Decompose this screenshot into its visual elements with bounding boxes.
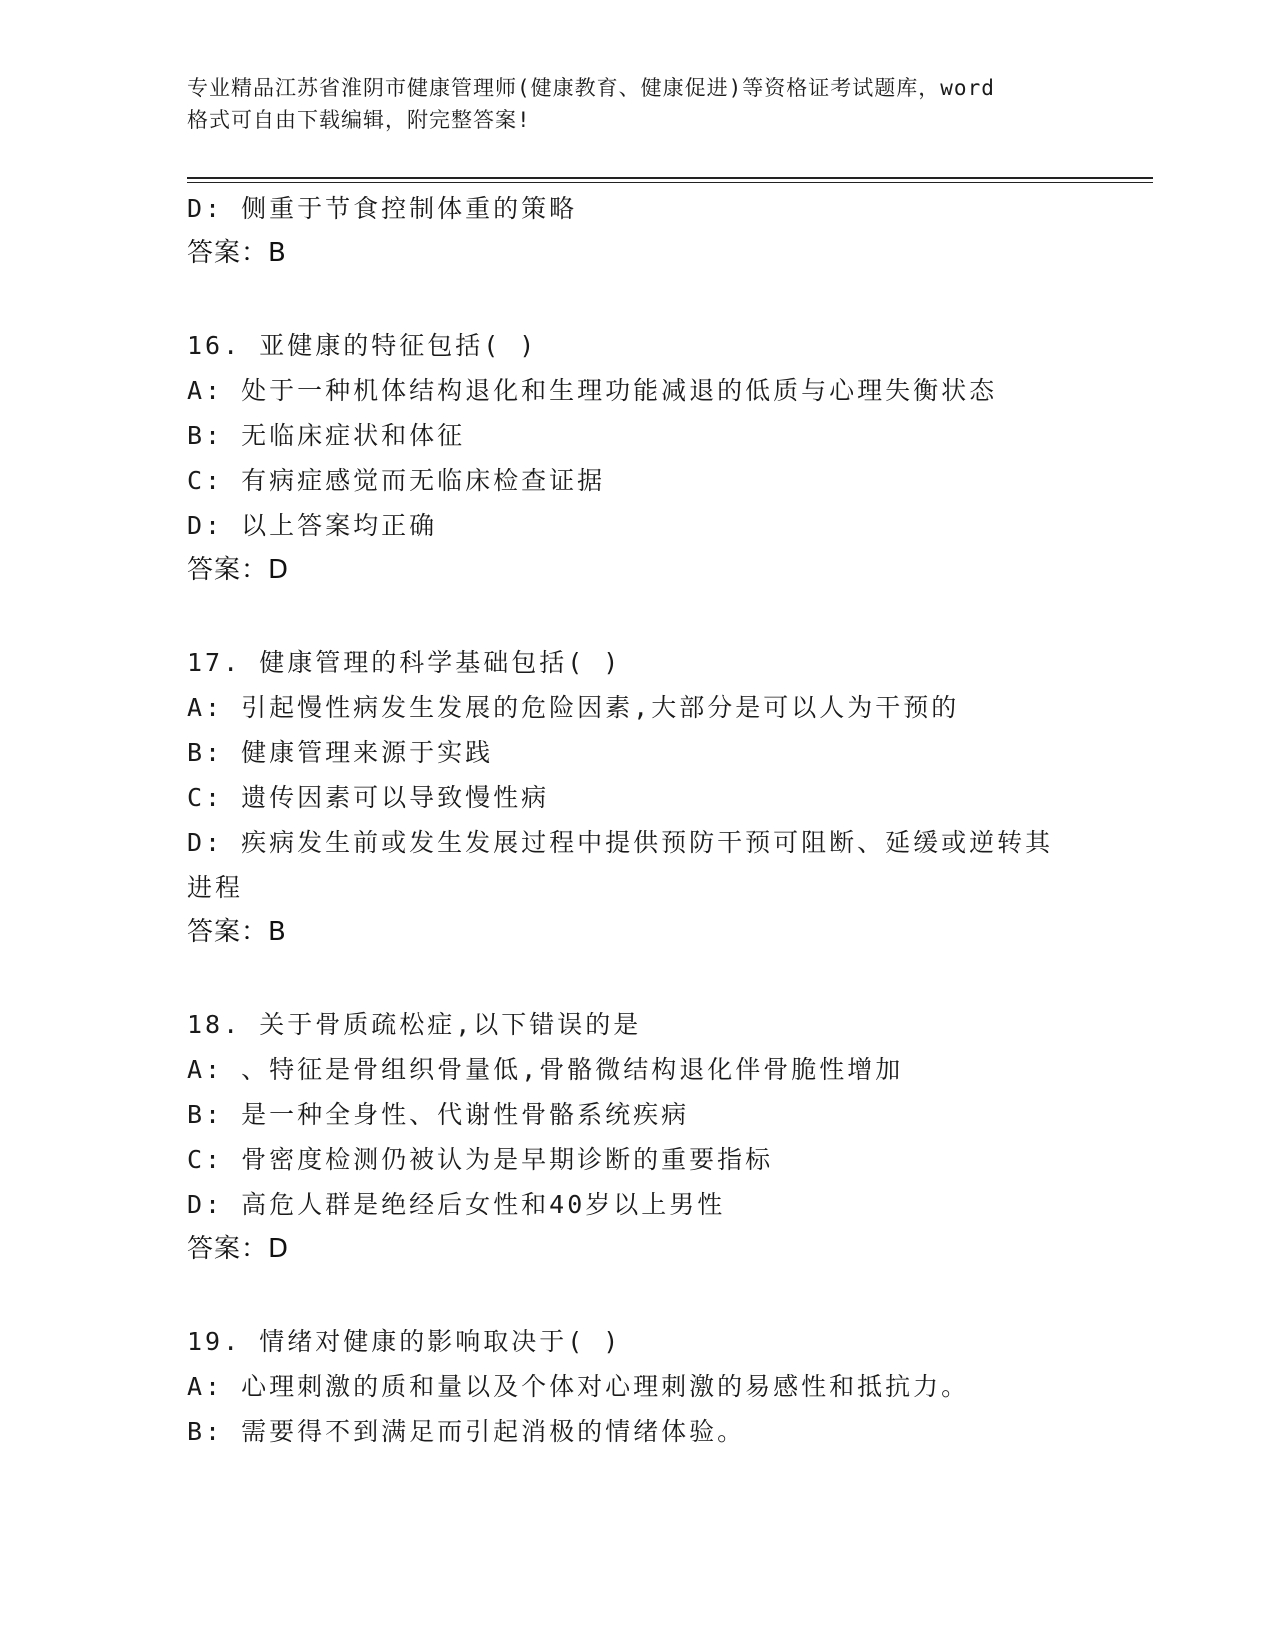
question-text: 18. 关于骨质疏松症,以下错误的是: [187, 1010, 642, 1039]
option-c: C: 有病症感觉而无临床检查证据: [187, 466, 606, 495]
question-text: 16. 亚健康的特征包括( ): [187, 331, 538, 360]
answer-line: 答案：B: [187, 917, 287, 947]
question-text: 19. 情绪对健康的影响取决于( ): [187, 1327, 622, 1356]
option-b: B: 是一种全身性、代谢性骨骼系统疾病: [187, 1100, 690, 1129]
option-b: B: 无临床症状和体征: [187, 421, 466, 450]
answer-line: 答案：D: [187, 1234, 290, 1264]
question-block-15: [187, 186, 1087, 276]
header-line-2: 格式可自由下载编辑，附完整答案!: [187, 108, 531, 132]
question-block-17: [187, 640, 1087, 955]
option-d: D: 疾病发生前或发生发展过程中提供预防干预可阻断、延缓或逆转其: [187, 828, 1054, 857]
answer-line: 答案：D: [187, 555, 290, 585]
option-a: A: 处于一种机体结构退化和生理功能减退的低质与心理失衡状态: [187, 376, 998, 405]
option-d: D: 以上答案均正确: [187, 511, 438, 540]
header-line-1: 专业精品江苏省淮阴市健康管理师(健康教育、健康促进)等资格证考试题库，word: [187, 76, 995, 100]
option-b: B: 健康管理来源于实践: [187, 738, 494, 767]
header-rule-thick: [187, 177, 1153, 179]
option-d: D: 高危人群是绝经后女性和40岁以上男性: [187, 1190, 726, 1219]
question-block-18: [187, 1002, 1087, 1272]
option-a: A: 、特征是骨组织骨量低,骨骼微结构退化伴骨脆性增加: [187, 1055, 904, 1084]
option-a: A: 引起慢性病发生发展的危险因素,大部分是可以人为干预的: [187, 693, 960, 722]
option-d-continued: 进程: [187, 873, 244, 902]
spacer: [187, 955, 1087, 1002]
option-c: C: 遗传因素可以导致慢性病: [187, 783, 550, 812]
page-header: [187, 72, 1087, 136]
header-rule-thin: [187, 182, 1153, 183]
answer-line: 答案：B: [187, 238, 287, 268]
spacer: [187, 276, 1087, 323]
option-b: B: 需要得不到满足而引起消极的情绪体验。: [187, 1417, 746, 1446]
question-list: [187, 186, 1087, 1454]
question-block-16: [187, 323, 1087, 593]
question-text: 17. 健康管理的科学基础包括( ): [187, 648, 622, 677]
option-a: A: 心理刺激的质和量以及个体对心理刺激的易感性和抵抗力。: [187, 1372, 970, 1401]
option-d: D: 侧重于节食控制体重的策略: [187, 194, 578, 223]
spacer: [187, 1272, 1087, 1319]
question-block-19: [187, 1319, 1087, 1454]
spacer: [187, 593, 1087, 640]
option-c: C: 骨密度检测仍被认为是早期诊断的重要指标: [187, 1145, 774, 1174]
